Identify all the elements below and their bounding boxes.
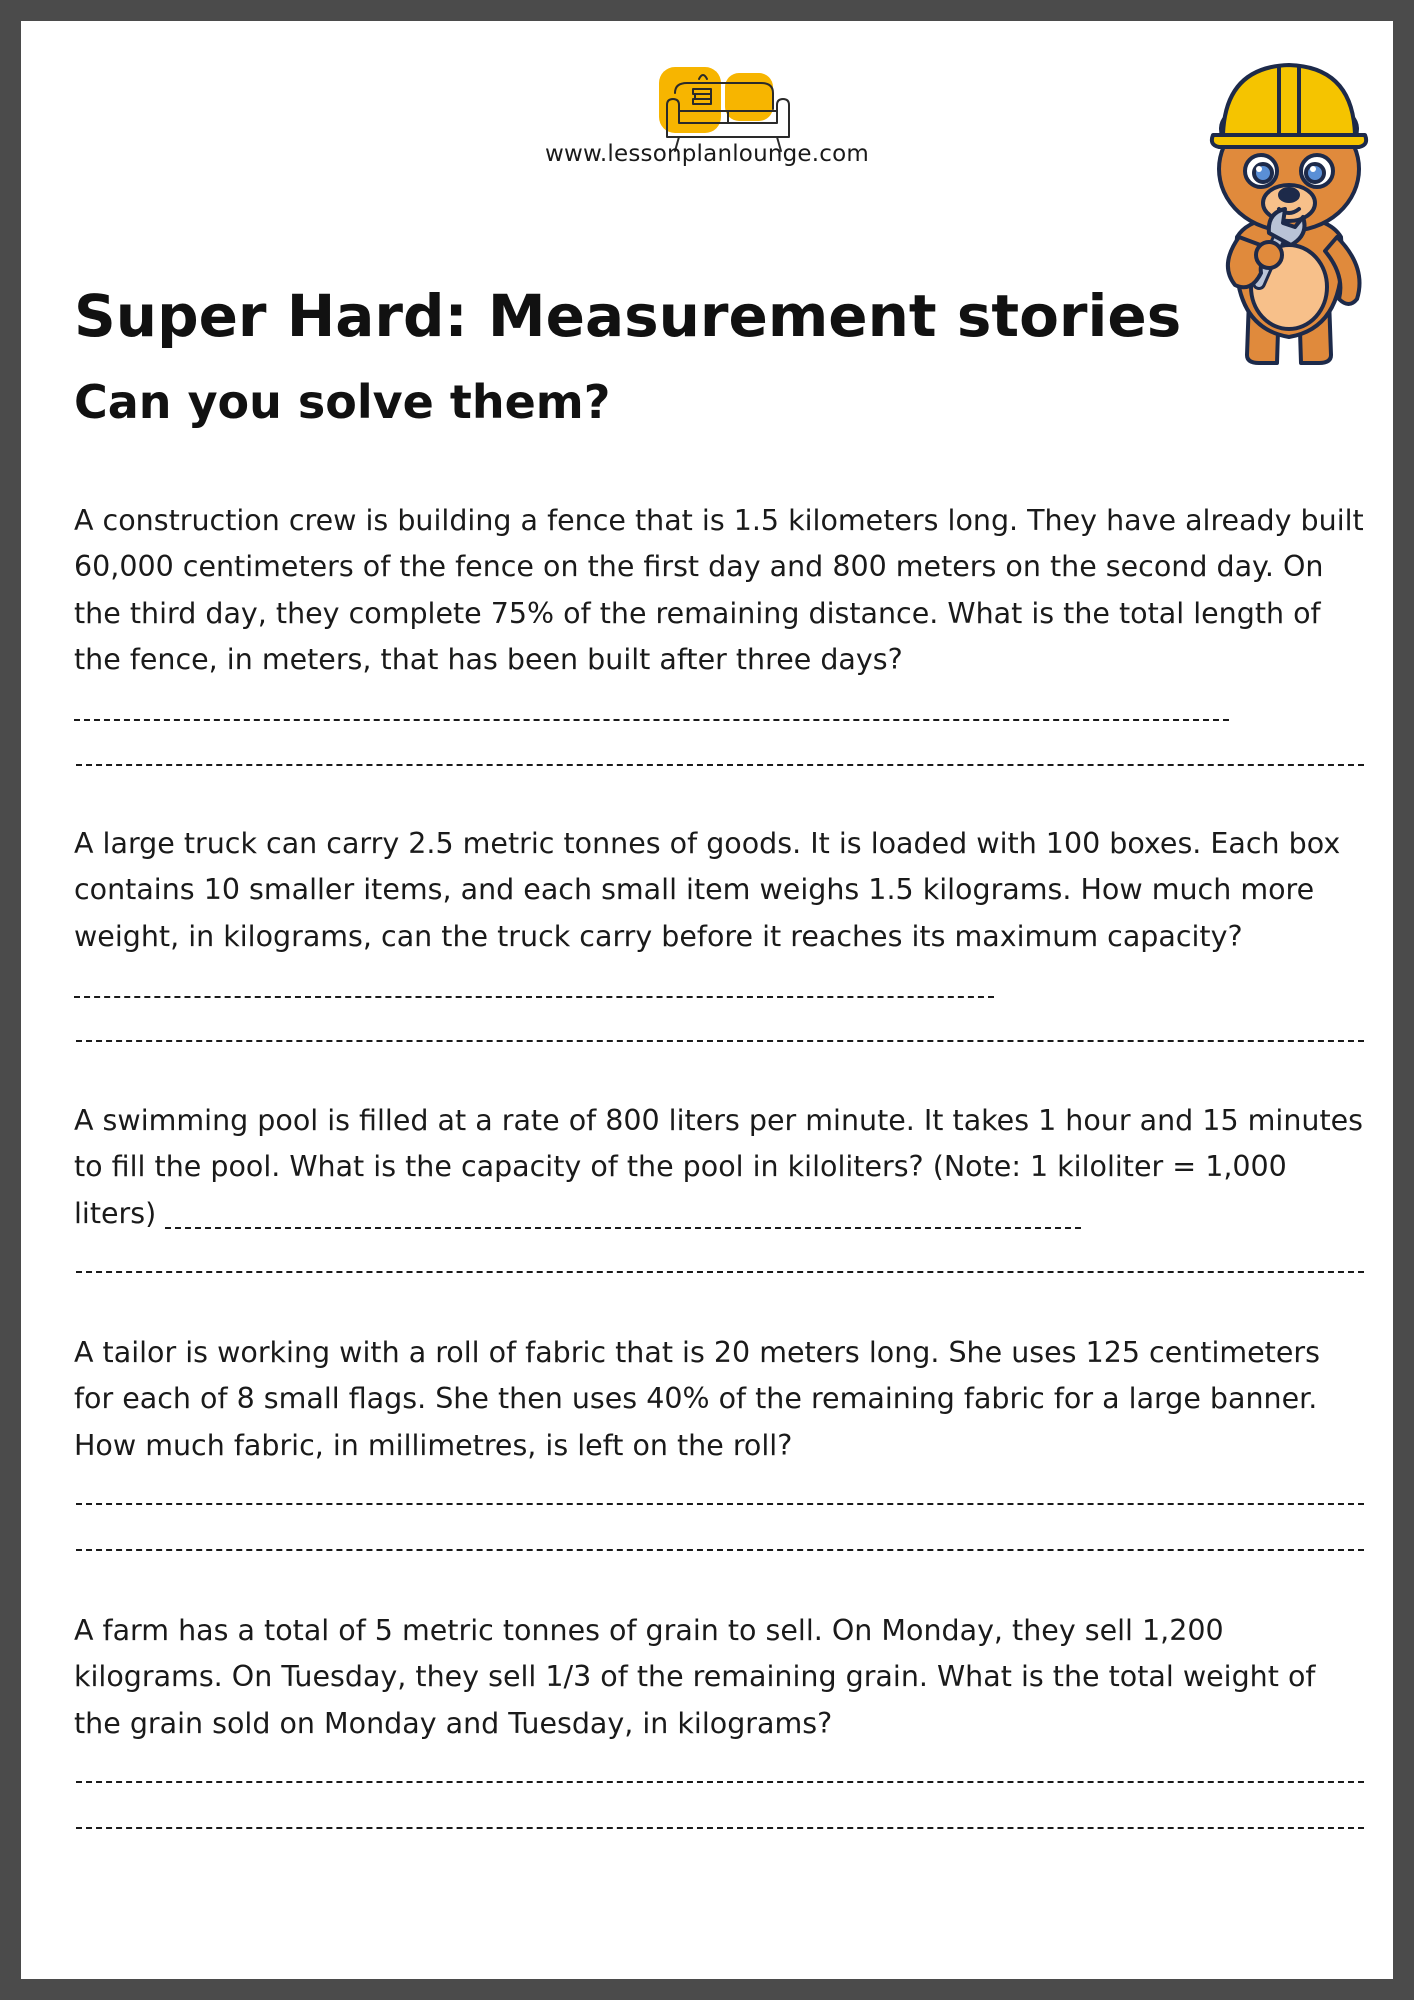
site-url[interactable]: www.lessonplanlounge.com [544,141,870,167]
question-text: A farm has a total of 5 metric tonnes of grain to sell. On Monday, they sell 1,200 kilograms. On Tuesday, they sell 1/3 of the remaining grain. What is the total weight of the grain sold on Monday and Tuesday, in kilograms? [74,1614,1316,1740]
answer-blank[interactable] [165,1193,1081,1223]
answer-line[interactable] [74,1469,1364,1515]
question-5 [74,1608,1364,1839]
answer-line[interactable] [74,1006,1364,1052]
question-text: A tailor is working with a roll of fabric that is 20 meters long. She uses 125 centimeters for each of 8 small flags. She then uses 40% of the remaining fabric for a large banner. How much fabric, in millimetres, is left on the roll? [74,1336,1320,1462]
answer-line[interactable] [74,1515,1364,1561]
answer-blank[interactable] [74,685,1229,715]
question-text: A swimming pool is filled at a rate of 800 liters per minute. It takes 1 hour and 15 minutes to fill the pool. What is the capacity of the pool in kiloliters? (Note: 1 kiloliter = 1,000 liters) [74,1104,1363,1230]
answer-line[interactable] [74,1237,1364,1283]
page-title: Super Hard: Measurement stories [74,282,1182,350]
bear-construction-worker-icon [1199,37,1379,367]
worksheet-page [21,21,1393,1979]
question-3 [74,1098,1364,1283]
question-text: A construction crew is building a fence that is 1.5 kilometers long. They have already built 60,000 centimeters of the fence on the first day and 800 meters on the second day. On the third day, they complete 75% of the remaining distance. What is the total length of the fence, in meters, that has been built after three days? [74,504,1364,676]
answer-blank[interactable] [74,962,994,992]
answer-line[interactable] [74,1747,1364,1793]
question-2 [74,821,1364,1052]
answer-line[interactable] [74,1793,1364,1839]
question-1 [74,498,1364,776]
answer-line[interactable] [74,729,1364,775]
question-text: A large truck can carry 2.5 metric tonnes of goods. It is loaded with 100 boxes. Each box contains 10 smaller items, and each small item weighs 1.5 kilograms. How much more weight, in kilograms, can the truck carry before it reaches its maximum capacity? [74,827,1341,953]
question-4 [74,1330,1364,1561]
page-subtitle: Can you solve them? [74,375,611,429]
